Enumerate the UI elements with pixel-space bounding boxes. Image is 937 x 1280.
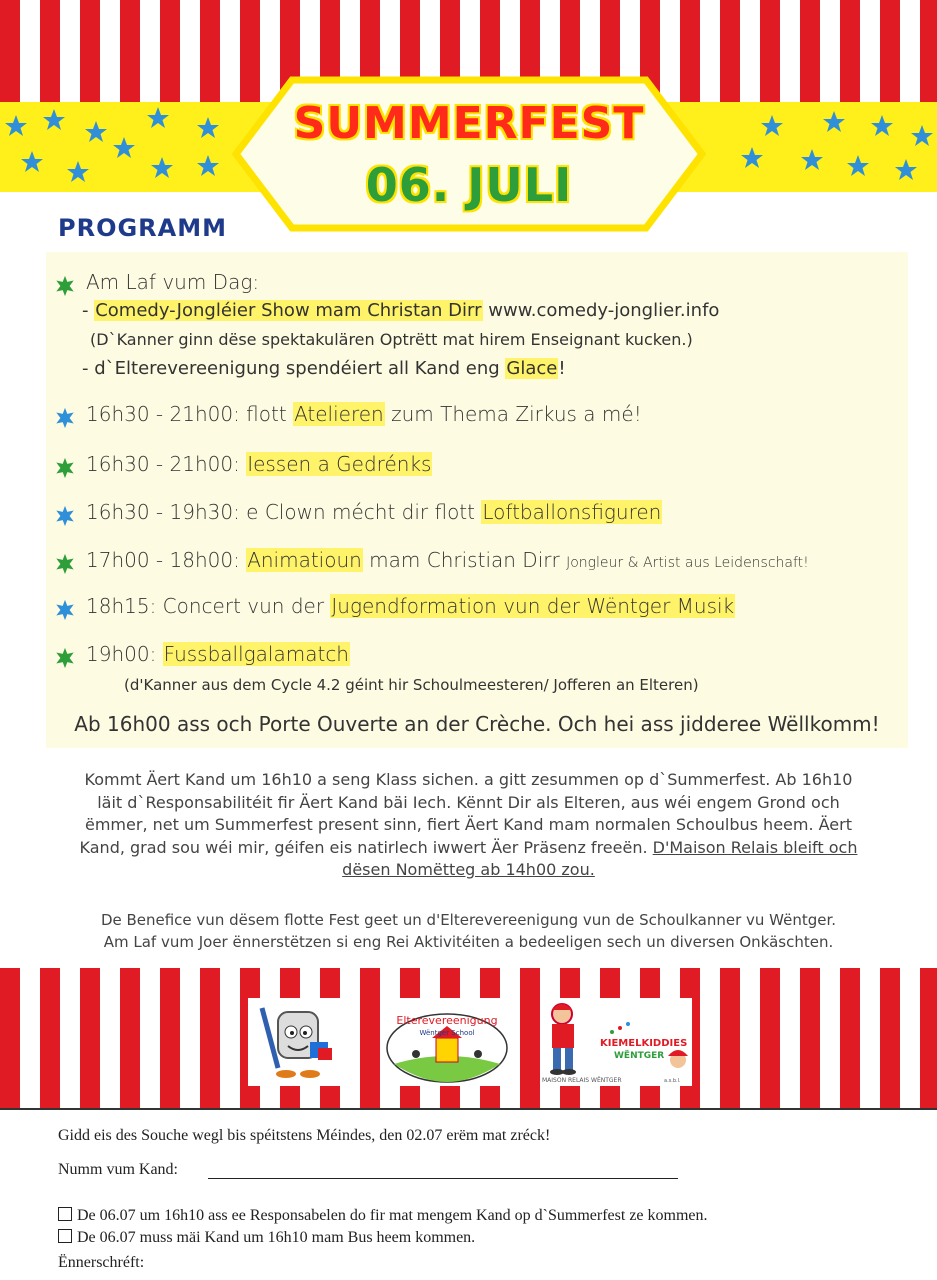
kiddies-suffix: a.s.b.l. [664,1078,681,1084]
benefice-line: De Benefice vun dësem flotte Fest geet un d'Elterevereenigung vun de Schoulkanner vu Wëntger. [100,911,837,929]
info-text: Kand, grad sou wéi mir, géifen eis natirlech iwwert Äer Präsenz freeën. [79,837,653,857]
programm-heading: PROGRAMM [58,214,227,242]
maison-relais-note-end: dësen Nomëtteg ab 14h00 zou. [342,860,595,879]
star-icon [740,146,764,170]
item-text: 18h15: Concert vun der [86,594,331,618]
highlight-animatioun: Animatioun [247,548,362,572]
benefice-line: Am Laf vum Joer ënnerstëtzen si eng Rei Aktivitéiten a bedeeligen sech un diversen Onkäschten. [103,933,834,951]
star-icon [146,106,170,130]
star-icon [66,160,90,184]
green-star-icon [54,647,76,669]
highlight-fussballgalamatch: Fussballgalamatch [163,642,349,666]
info-line: ëmmer, net um Summerfest present sinn, fiert Äert Kand mam normalen Schoulbus heem. Äert [85,815,852,834]
football-note: (d'Kanner aus dem Cycle 4.2 géint hir Schoulmeesteren/ Jofferen an Elteren) [124,676,699,694]
program-item-day-intro: Am Laf vum Dag: [86,270,260,294]
program-subitem-glace [82,358,566,379]
benefice-paragraph [40,909,897,953]
item-text: 16h30 - 21h00: flott [86,402,294,426]
return-note: Gidd eis des Souche wegl bis spéitstens Méindes, den 02.07 erëm mat zréck! [58,1127,551,1144]
star-icon [196,116,220,140]
info-line: läit d`Responsabilitéit fir Äert Kand bäi Iech. Kënnt Dir als Elteren, aus wéi engem Grond och [97,792,840,812]
option-responsible [58,1207,708,1225]
info-line [40,837,897,860]
kiddies-town: WËNTGER [614,1051,665,1061]
kiddies-name: KIEMELKIDDIES [600,1038,688,1049]
artist-tagline: Jongleur & Artist aus Leidenschaft! [566,555,809,571]
maison-relais-note: D'Maison Relais bleift och [652,837,858,857]
info-paragraph [40,769,897,882]
item-text: 17h00 - 18h00: [86,548,247,572]
star-icon [846,154,870,178]
highlight-atelieren: Atelieren [294,402,384,426]
program-item-animatioun-text [86,548,809,572]
program-item-atelieren-text [86,402,642,426]
option-bus [58,1229,475,1247]
item-suffix: zum Thema Zirkus a mé! [384,402,642,426]
child-name-field[interactable] [208,1178,678,1179]
item-text: 16h30 - 21h00: [86,452,247,476]
subitem-text: - d`Elterevereenigung spendéiert all Kand eng [82,358,506,379]
program-item-iessen-text [86,452,432,476]
kiddies-sub: MAISON RELAIS WËNTGER [542,1077,622,1084]
star-icon [4,114,28,138]
cut-line [0,1108,937,1110]
highlight-loftballons: Loftballonsfiguren [482,500,662,524]
program-item-fussball-text [86,642,350,666]
star-icon [760,114,784,138]
program-box [46,252,908,748]
option-responsible-label: De 06.07 um 16h10 ass ee Responsabelen do fir mat mengem Kand op d`Summerfest ze kommen. [77,1207,708,1224]
star-icon [84,120,108,144]
subitem-prefix: - [82,300,95,321]
event-title: SUMMERFEST [293,98,645,149]
option-bus-checkbox[interactable] [58,1229,72,1243]
program-subitem-comedy-note: (D`Kanner ginn dëse spektakulären Optrëtt mat hirem Enseignant kucken.) [90,330,693,349]
mascot-icon [248,998,344,1086]
item-text: 19h00: [86,642,163,666]
parents-association-logo [382,998,512,1086]
green-star-icon [54,457,76,479]
green-star-icon [54,275,76,297]
parents-association-subtitle: Wëntger School [419,1029,475,1037]
signature-label: Ënnerschréft: [58,1254,145,1271]
item-suffix: mam Christian Dirr [362,548,567,572]
blue-star-icon [54,505,76,527]
star-icon [910,124,934,148]
star-icon [42,108,66,132]
blue-star-icon [54,599,76,621]
program-subitem-comedy [82,300,719,321]
star-icon [20,150,44,174]
mascot-logo [248,998,344,1086]
star-icon [196,154,220,178]
item-text: 16h30 - 19h30: e Clown mécht dir flott [86,500,482,524]
option-bus-label: De 06.07 muss mäi Kand um 16h10 mam Bus heem kommen. [77,1229,476,1246]
event-date: 06. JULI [365,158,573,212]
star-icon [822,110,846,134]
subitem-suffix: ! [558,358,566,379]
kiemelkiddies-logo [540,998,692,1086]
child-name-label: Numm vum Kand: [58,1161,178,1178]
star-icon [112,136,136,160]
kiemelkiddies-art [540,998,692,1086]
title-plate [232,72,706,236]
parents-association-title: Elterevereenigung [396,1014,498,1027]
star-icon [894,158,918,182]
option-responsible-checkbox[interactable] [58,1207,72,1221]
comedy-url: www.comedy-jonglier.info [482,300,720,321]
highlight-iessen: Iessen a Gedrénks [247,452,432,476]
parents-association-art [382,998,512,1086]
creche-note: Ab 16h00 ass och Porte Ouverte an der Crèche. Och hei ass jidderee Wëllkomm! [74,712,880,736]
blue-star-icon [54,407,76,429]
star-icon [870,114,894,138]
highlight-glace: Glace [506,358,558,379]
program-item-clown-text [86,500,662,524]
program-item-concert-text [86,594,735,618]
star-icon [150,156,174,180]
highlight-comedy-show: Comedy-Jongléier Show mam Christan Dirr [95,300,482,321]
highlight-jugendformation: Jugendformation vun der Wëntger Musik [331,594,735,618]
star-icon [800,148,824,172]
info-line: Kommt Äert Kand um 16h10 a seng Klass sichen. a gitt zesummen op d`Summerfest. Ab 16h10 [84,770,853,789]
green-star-icon [54,553,76,575]
